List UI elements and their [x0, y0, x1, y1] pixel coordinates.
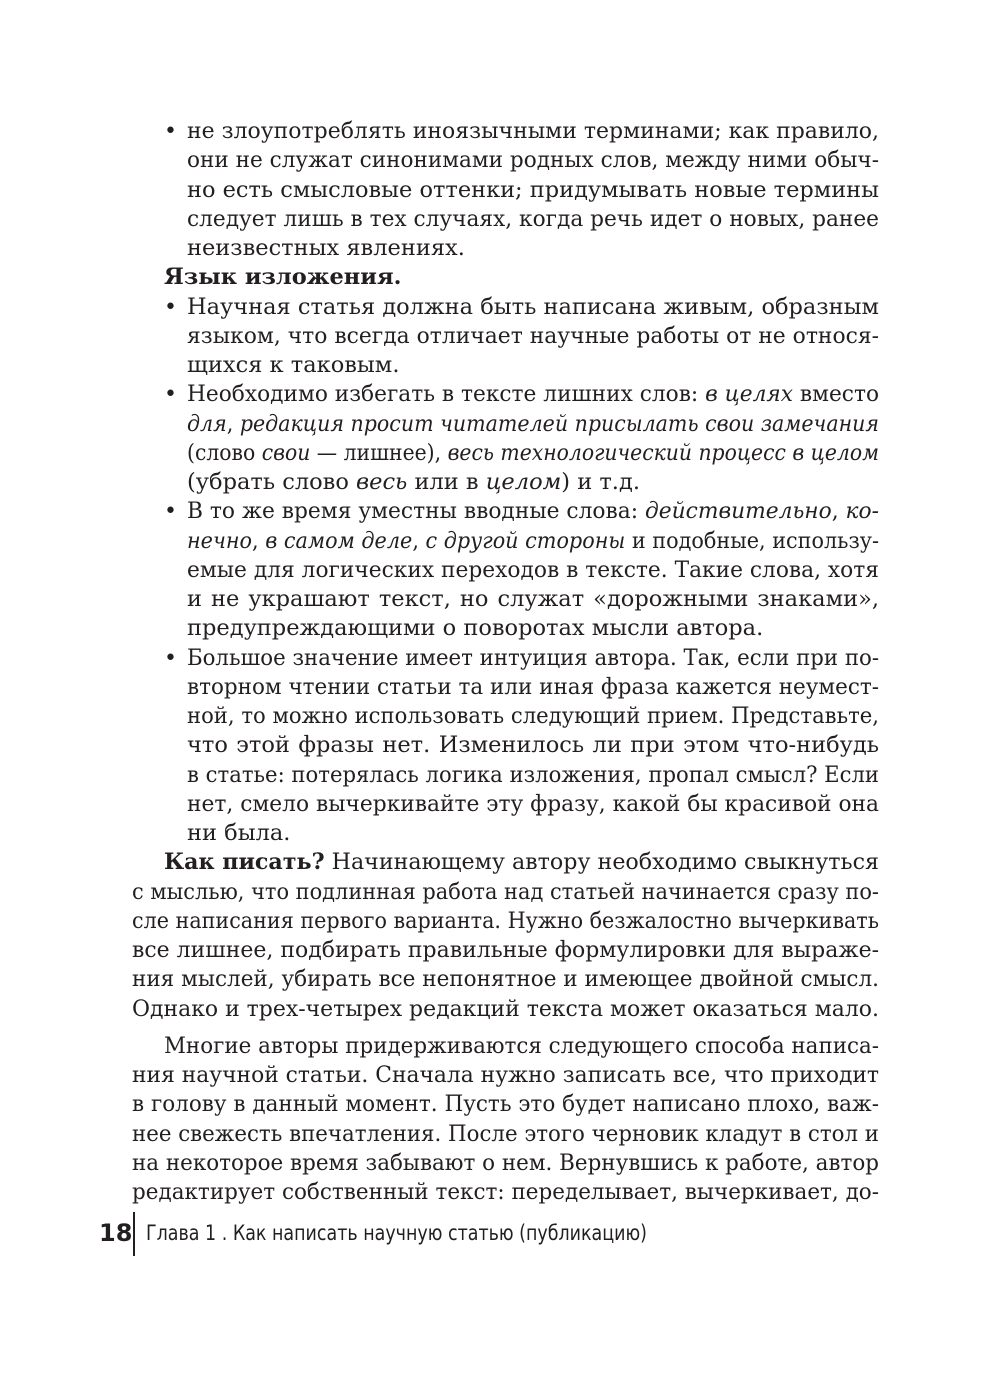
italic-run: ко-: [845, 498, 879, 525]
text-run: (убрать слово: [187, 469, 357, 495]
text-run: В то же время уместны вводные слова:: [187, 498, 645, 525]
text-run: ,: [252, 527, 266, 554]
text-run: ния научной статьи. Сначала нужно записать все, что приходит: [132, 1062, 879, 1088]
text-run: ни была.: [187, 820, 291, 846]
text-line: [187, 410, 944, 439]
bold-run: Как писать?: [164, 849, 325, 876]
text-line: [187, 702, 924, 731]
text-run: они не служат синонимами родных слов, между ними обыч-: [187, 147, 879, 174]
italic-run: весь технологический процесс в целом: [447, 439, 879, 466]
text-run: предупреждающими о поворотах мысли автора.: [187, 615, 764, 642]
text-line: [187, 527, 937, 556]
text-run: но есть смысловые оттенки; придумывать новые термины: [187, 176, 879, 203]
text-run: что этой фразы нет. Изменилось ли при этом что-нибудь: [187, 732, 879, 759]
text-run: не злоупотреблять иноязычными терминами; как правило,: [187, 118, 879, 144]
text-run: сле написания первого варианта. Нужно безжалостно вычеркивать: [132, 907, 879, 934]
italic-run: редакция просит читателей присылать свои замечания: [239, 410, 880, 437]
bullet-marker: •: [164, 499, 177, 525]
text-line: [132, 1090, 913, 1119]
text-line: [164, 1032, 915, 1061]
text-line: [187, 761, 923, 790]
text-line: [187, 644, 919, 673]
text-line: [187, 146, 909, 175]
text-line: [132, 995, 898, 1024]
italic-run: нечно: [187, 527, 253, 554]
italic-run: в целях: [705, 381, 793, 408]
text-line: [187, 614, 763, 643]
text-run: Большое значение имеет интуиция автора. Так, если при по-: [187, 644, 879, 671]
text-run: редактирует собственный текст: переделывает, вычеркивает, до-: [132, 1179, 879, 1205]
text-run: ) и т.д.: [561, 469, 640, 495]
text-line: [132, 936, 897, 965]
text-run: ,: [831, 498, 846, 525]
italic-run: действительно: [644, 498, 832, 525]
bullet-marker: •: [164, 119, 177, 144]
text-line: [187, 176, 880, 205]
italic-run: в самом деле: [265, 527, 413, 554]
italic-run: свои: [261, 439, 311, 466]
bullet-marker: •: [164, 294, 177, 320]
text-run: в статье: потерялась логика изложения, пропал смысл? Если: [187, 761, 879, 788]
text-line: [187, 205, 906, 234]
text-line: [132, 1120, 921, 1149]
text-line: [187, 819, 290, 848]
text-run: вторном чтении статьи та или иная фраза кажется неумест-: [187, 673, 879, 700]
text-run: на некоторое время забывают о нем. Вернувшись к работе, автор: [132, 1149, 879, 1176]
italic-run: с другой стороны: [425, 527, 626, 554]
text-line: [187, 234, 465, 263]
text-run: ной, то можно использовать следующий прием. Представьте,: [187, 703, 879, 729]
text-line: [187, 790, 903, 819]
page-number: 18: [99, 1219, 133, 1247]
text-run: — лишнее),: [310, 439, 448, 466]
text-run: ,: [226, 410, 240, 437]
text-run: емые для логических переходов в тексте. Такие слова, хотя: [187, 556, 879, 583]
text-line: [187, 351, 399, 380]
text-run: вместо: [792, 381, 879, 408]
text-line: [187, 556, 903, 585]
text-run: и подобные, использу-: [625, 527, 879, 554]
italic-run: весь: [356, 469, 408, 495]
text-run: Однако и трех-четырех редакций текста может оказаться мало.: [132, 995, 879, 1022]
text-run: ,: [412, 527, 426, 554]
text-run: следует лишь в тех случаях, когда речь идет о новых, ранее: [187, 205, 879, 232]
text-line: [132, 907, 945, 936]
bold-run: Язык изложения.: [164, 264, 402, 291]
text-run: все лишнее, подбирать правильные формулировки для выраже-: [132, 937, 879, 963]
text-line: [187, 439, 952, 468]
bullet-marker: •: [164, 382, 177, 408]
text-run: щихся к таковым.: [187, 352, 400, 378]
text-run: (слово: [187, 439, 262, 466]
text-line: [187, 380, 905, 409]
text-line: [132, 878, 936, 907]
text-run: Необходимо избегать в тексте лишних слов:: [187, 381, 706, 408]
text-line: [164, 263, 401, 292]
text-run: или в: [407, 469, 486, 495]
text-line: [132, 1061, 903, 1090]
text-line: [187, 731, 879, 760]
text-line: [187, 585, 879, 614]
text-run: с мыслью, что подлинная работа над статьей начинается сразу по-: [132, 878, 879, 905]
text-run: неизвестных явлениях.: [187, 235, 465, 261]
text-line: [132, 1149, 916, 1178]
text-run: Многие авторы придерживаются следующего способа написа-: [164, 1032, 879, 1059]
text-run: Научная статья должна быть написана живым, образным: [187, 293, 879, 320]
text-run: в голову в данный момент. Пусть это будет написано плохо, важ-: [132, 1091, 879, 1118]
italic-run: для: [187, 410, 227, 437]
text-line: [187, 497, 903, 526]
italic-run: целом: [485, 469, 562, 495]
bullet-marker: •: [164, 645, 177, 671]
text-line: [164, 848, 890, 877]
text-line: [132, 1178, 914, 1207]
text-line: [187, 673, 912, 702]
text-run: нее свежесть впечатления. После этого черновик кладут в стол и: [132, 1120, 879, 1147]
text-line: [187, 322, 900, 351]
text-run: Начинающему автору необходимо свыкнуться: [324, 849, 879, 876]
text-run: и не украшают текст, но служат «дорожными знаками»,: [187, 586, 879, 612]
text-line: [132, 965, 913, 994]
text-run: ния мыслей, убирать все непонятное и имеющее двойной смысл.: [132, 966, 879, 993]
text-run: языком, что всегда отличает научные работы от не относя-: [187, 322, 879, 349]
text-line: [187, 117, 896, 146]
text-line: [187, 293, 879, 322]
text-line: [187, 468, 640, 497]
footer-divider: [133, 1212, 135, 1256]
text-run: нет, смело вычеркивайте эту фразу, какой бы красивой она: [187, 790, 879, 817]
running-title: Глава 1 . Как написать научную статью (публикацию): [146, 1221, 647, 1245]
